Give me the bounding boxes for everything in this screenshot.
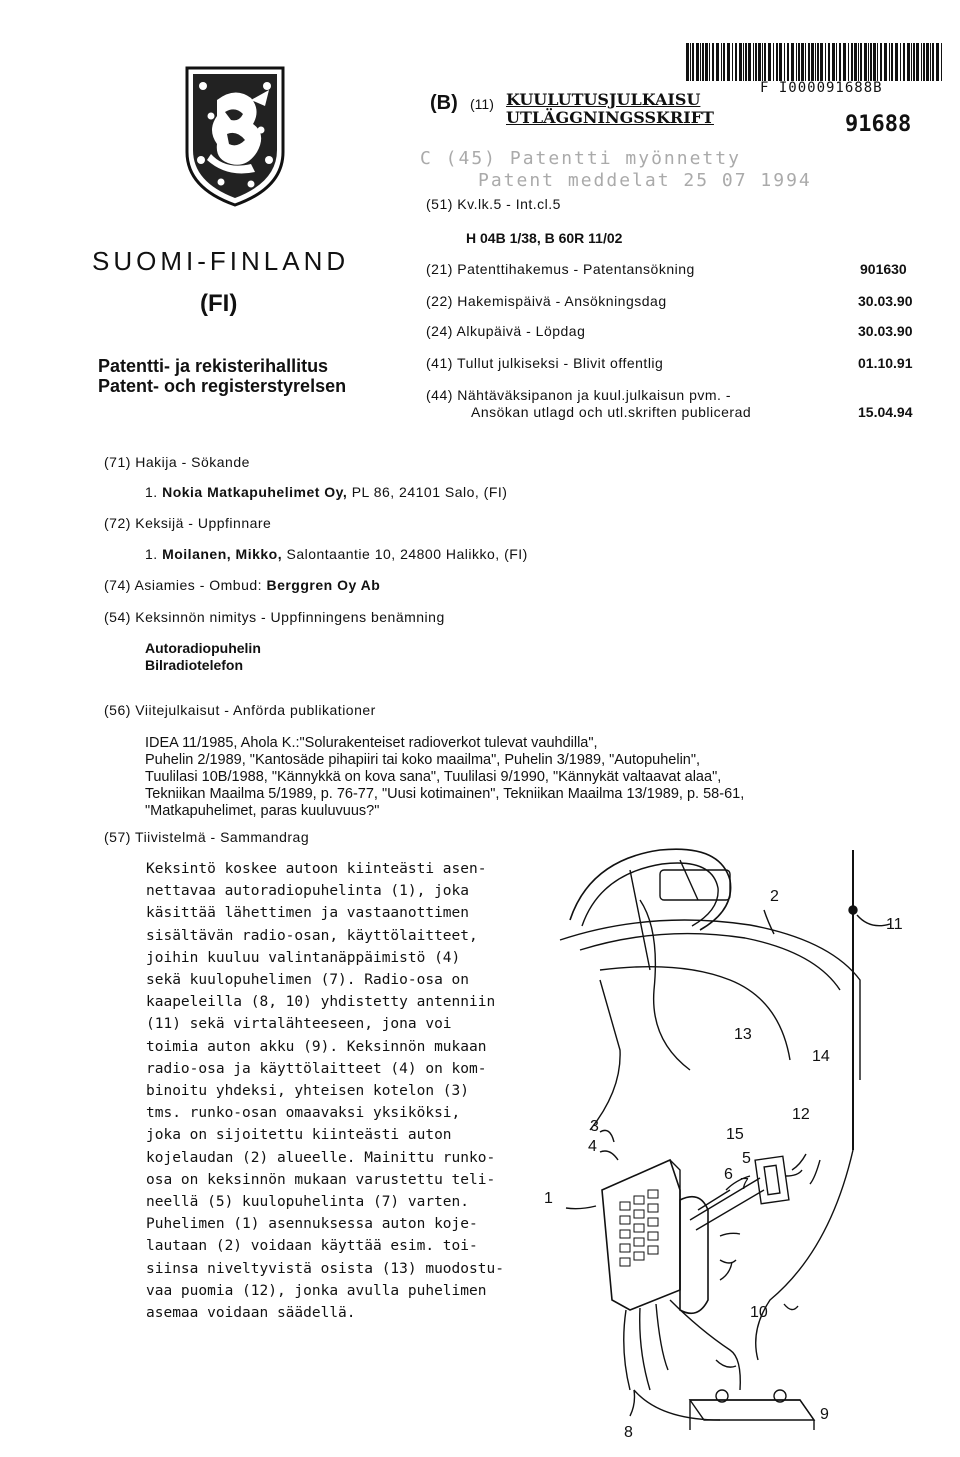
abstract-label: (57) Tiivistelmä - Sammandrag: [104, 829, 310, 845]
office-country: SUOMI-FINLAND: [92, 246, 350, 276]
abstract-line: lautaan (2) voidaan käyttää esim. toi-: [146, 1238, 478, 1255]
abstract-line: joihin kuuluu valintanäppäimistö (4): [146, 949, 461, 966]
patent-number: 91688: [845, 112, 912, 137]
references-list: [145, 735, 744, 820]
abstract-line: sisältävän radio-osan, käyttölaitteet,: [146, 927, 478, 944]
field-22-label: (22) Hakemispäivä - Ansökningsdag: [426, 293, 667, 309]
figure-label-11: 11: [886, 916, 903, 933]
grant-stamp-line-2: Patent meddelat 25 07 1994: [478, 170, 812, 191]
applicant-label: (71) Hakija - Sökande: [104, 454, 250, 470]
invention-title-fi: Autoradiopuhelin: [145, 640, 261, 656]
field-21-label: (21) Patenttihakemus - Patentansökning: [426, 261, 695, 277]
field-41-value: 01.10.91: [858, 355, 913, 371]
figure-label-3: 3: [590, 1118, 599, 1135]
invention-title-sv: Bilradiotelefon: [145, 657, 244, 673]
figure-label-15: 15: [726, 1126, 744, 1143]
figure-label-9: 9: [820, 1406, 829, 1423]
abstract-line: joka on sijoitettu kiinteästi auton: [146, 1127, 452, 1144]
abstract-line: kaapeleilla (8, 10) yhdistetty antenniin: [146, 994, 496, 1011]
office-name-fi: Patentti- ja rekisterihallitus: [98, 356, 329, 376]
classification-value: H 04B 1/38, B 60R 11/02: [466, 230, 623, 246]
figure-label-4: 4: [588, 1138, 597, 1155]
abstract-line: kojelaudan (2) alueelle. Mainittu runko-: [146, 1149, 496, 1166]
field-44-label: (44) Nähtäväksipanon ja kuul.julkaisun pvm. -: [426, 387, 731, 403]
applicant-number: 1.: [145, 484, 158, 500]
applicant-address: PL 86, 24101 Salo, (FI): [351, 484, 508, 500]
abstract-line: vaa puomia (12), jonka avulla puhelimen: [146, 1282, 487, 1299]
abstract-line: Keksintö koskee autoon kiinteästi asen-: [146, 861, 487, 877]
figure-label-1: 1: [544, 1190, 553, 1207]
patent-drawing: [530, 830, 950, 1441]
field-44-label-sv: Ansökan utlagd och utl.skriften publicerad: [471, 404, 752, 420]
barcode: [686, 43, 944, 81]
inventor-name: Moilanen, Mikko,: [162, 546, 283, 562]
reference-line: IDEA 11/1985, Ahola K.:"Solurakenteiset radioverkot tulevat vauhdilla",: [145, 735, 598, 751]
field-41-label: (41) Tullut julkiseksi - Blivit offentlig: [426, 355, 664, 371]
grant-stamp-line-1: C (45) Patentti myönnetty: [420, 148, 741, 169]
figure-label-10: 10: [750, 1304, 768, 1321]
agent-name: Berggren Oy Ab: [266, 577, 381, 593]
barcode-bars: [686, 43, 944, 81]
figure-label-7: 7: [740, 1176, 749, 1193]
figure-label-2: 2: [770, 888, 779, 905]
abstract-line: siinsa niveltyvistä osista (13) muodostu-: [146, 1260, 504, 1277]
abstract-line: neellä (5) kuulopuhelinta (7) varten.: [146, 1194, 470, 1211]
title-sv: UTLÄGGNINGSSKRIFT: [506, 108, 714, 127]
document-kind: (B): [430, 92, 458, 114]
abstract-line: radio-osa ja käyttölaitteet (4) on kom-: [146, 1060, 487, 1077]
reference-line: Puhelin 2/1989, "Kantosäde pihapiiri tai koko maailma", Puhelin 3/1989, "Autopuhelin",: [145, 752, 701, 768]
barcode-number: F I000091688B: [760, 80, 883, 96]
reference-line: Tekniikan Maailma 5/1989, p. 76-77, "Uusi kotimainen", Tekniikan Maailma 13/1989, p. 58-61,: [145, 786, 745, 802]
inventor-number: 1.: [145, 546, 158, 562]
coat-of-arms-seal: [181, 60, 289, 210]
references-label: (56) Viitejulkaisut - Anförda publikationer: [104, 702, 376, 718]
applicant-entry: [145, 484, 507, 500]
applicant-name: Nokia Matkapuhelimet Oy,: [162, 484, 348, 500]
field-24-label: (24) Alkupäivä - Löpdag: [426, 323, 586, 339]
abstract-line: (11) sekä virtalähteeseen, jona voi: [146, 1016, 452, 1033]
reference-line: "Matkapuhelimet, paras kuuluvuus?": [145, 803, 380, 819]
inventor-entry: [145, 546, 528, 562]
abstract-line: Puhelimen (1) asennuksessa auton koje-: [146, 1216, 478, 1233]
figure-label-5: 5: [742, 1150, 751, 1167]
document-code: (11): [470, 96, 494, 112]
figure-label-14: 14: [812, 1048, 830, 1065]
agent-label: (74) Asiamies - Ombud:: [104, 577, 263, 593]
inventor-label: (72) Keksijä - Uppfinnare: [104, 515, 272, 531]
inventor-address: Salontaantie 10, 24800 Halikko, (FI): [286, 546, 528, 562]
abstract-line: sekä kuulopuhelimen (7). Radio-osa on: [146, 972, 470, 989]
classification-label: (51) Kv.lk.5 - Int.cl.5: [426, 196, 561, 212]
figure-label-8: 8: [624, 1424, 633, 1441]
abstract-line: nettavaa autoradiopuhelinta (1), joka: [146, 883, 470, 900]
abstract-line: käsittää lähettimen ja vastaanottimen: [146, 905, 470, 922]
field-22-value: 30.03.90: [858, 293, 913, 309]
field-24-value: 30.03.90: [858, 323, 913, 339]
field-44-value: 15.04.94: [858, 404, 913, 420]
abstract-line: binoitu yhdeksi, yhteisen kotelon (3): [146, 1083, 470, 1100]
figure-label-6: 6: [724, 1166, 733, 1183]
field-21-value: 901630: [860, 261, 907, 277]
abstract-text: [146, 858, 504, 1324]
abstract-line: asemaa voidaan säädellä.: [146, 1305, 356, 1322]
invention-label: (54) Keksinnön nimitys - Uppfinningens benämning: [104, 609, 445, 625]
reference-line: Tuulilasi 10B/1988, "Kännykkä on kova sana", Tuulilasi 9/1990, "Kännykät valtaavat alaa",: [145, 769, 722, 785]
abstract-line: tms. runko-osan omaavaksi yksiköksi,: [146, 1105, 461, 1122]
abstract-line: osa on keksinnön mukaan varustettu teli-: [146, 1171, 496, 1188]
title-fi: KUULUTUSJULKAISU: [506, 90, 701, 109]
figure-label-12: 12: [792, 1106, 810, 1123]
office-name-sv: Patent- och registerstyrelsen: [98, 376, 347, 396]
agent-entry: [104, 577, 380, 593]
figure-label-13: 13: [734, 1026, 752, 1043]
abstract-line: toimia auton akku (9). Keksinnön mukaan: [146, 1038, 487, 1055]
office-code: (FI): [200, 290, 238, 317]
